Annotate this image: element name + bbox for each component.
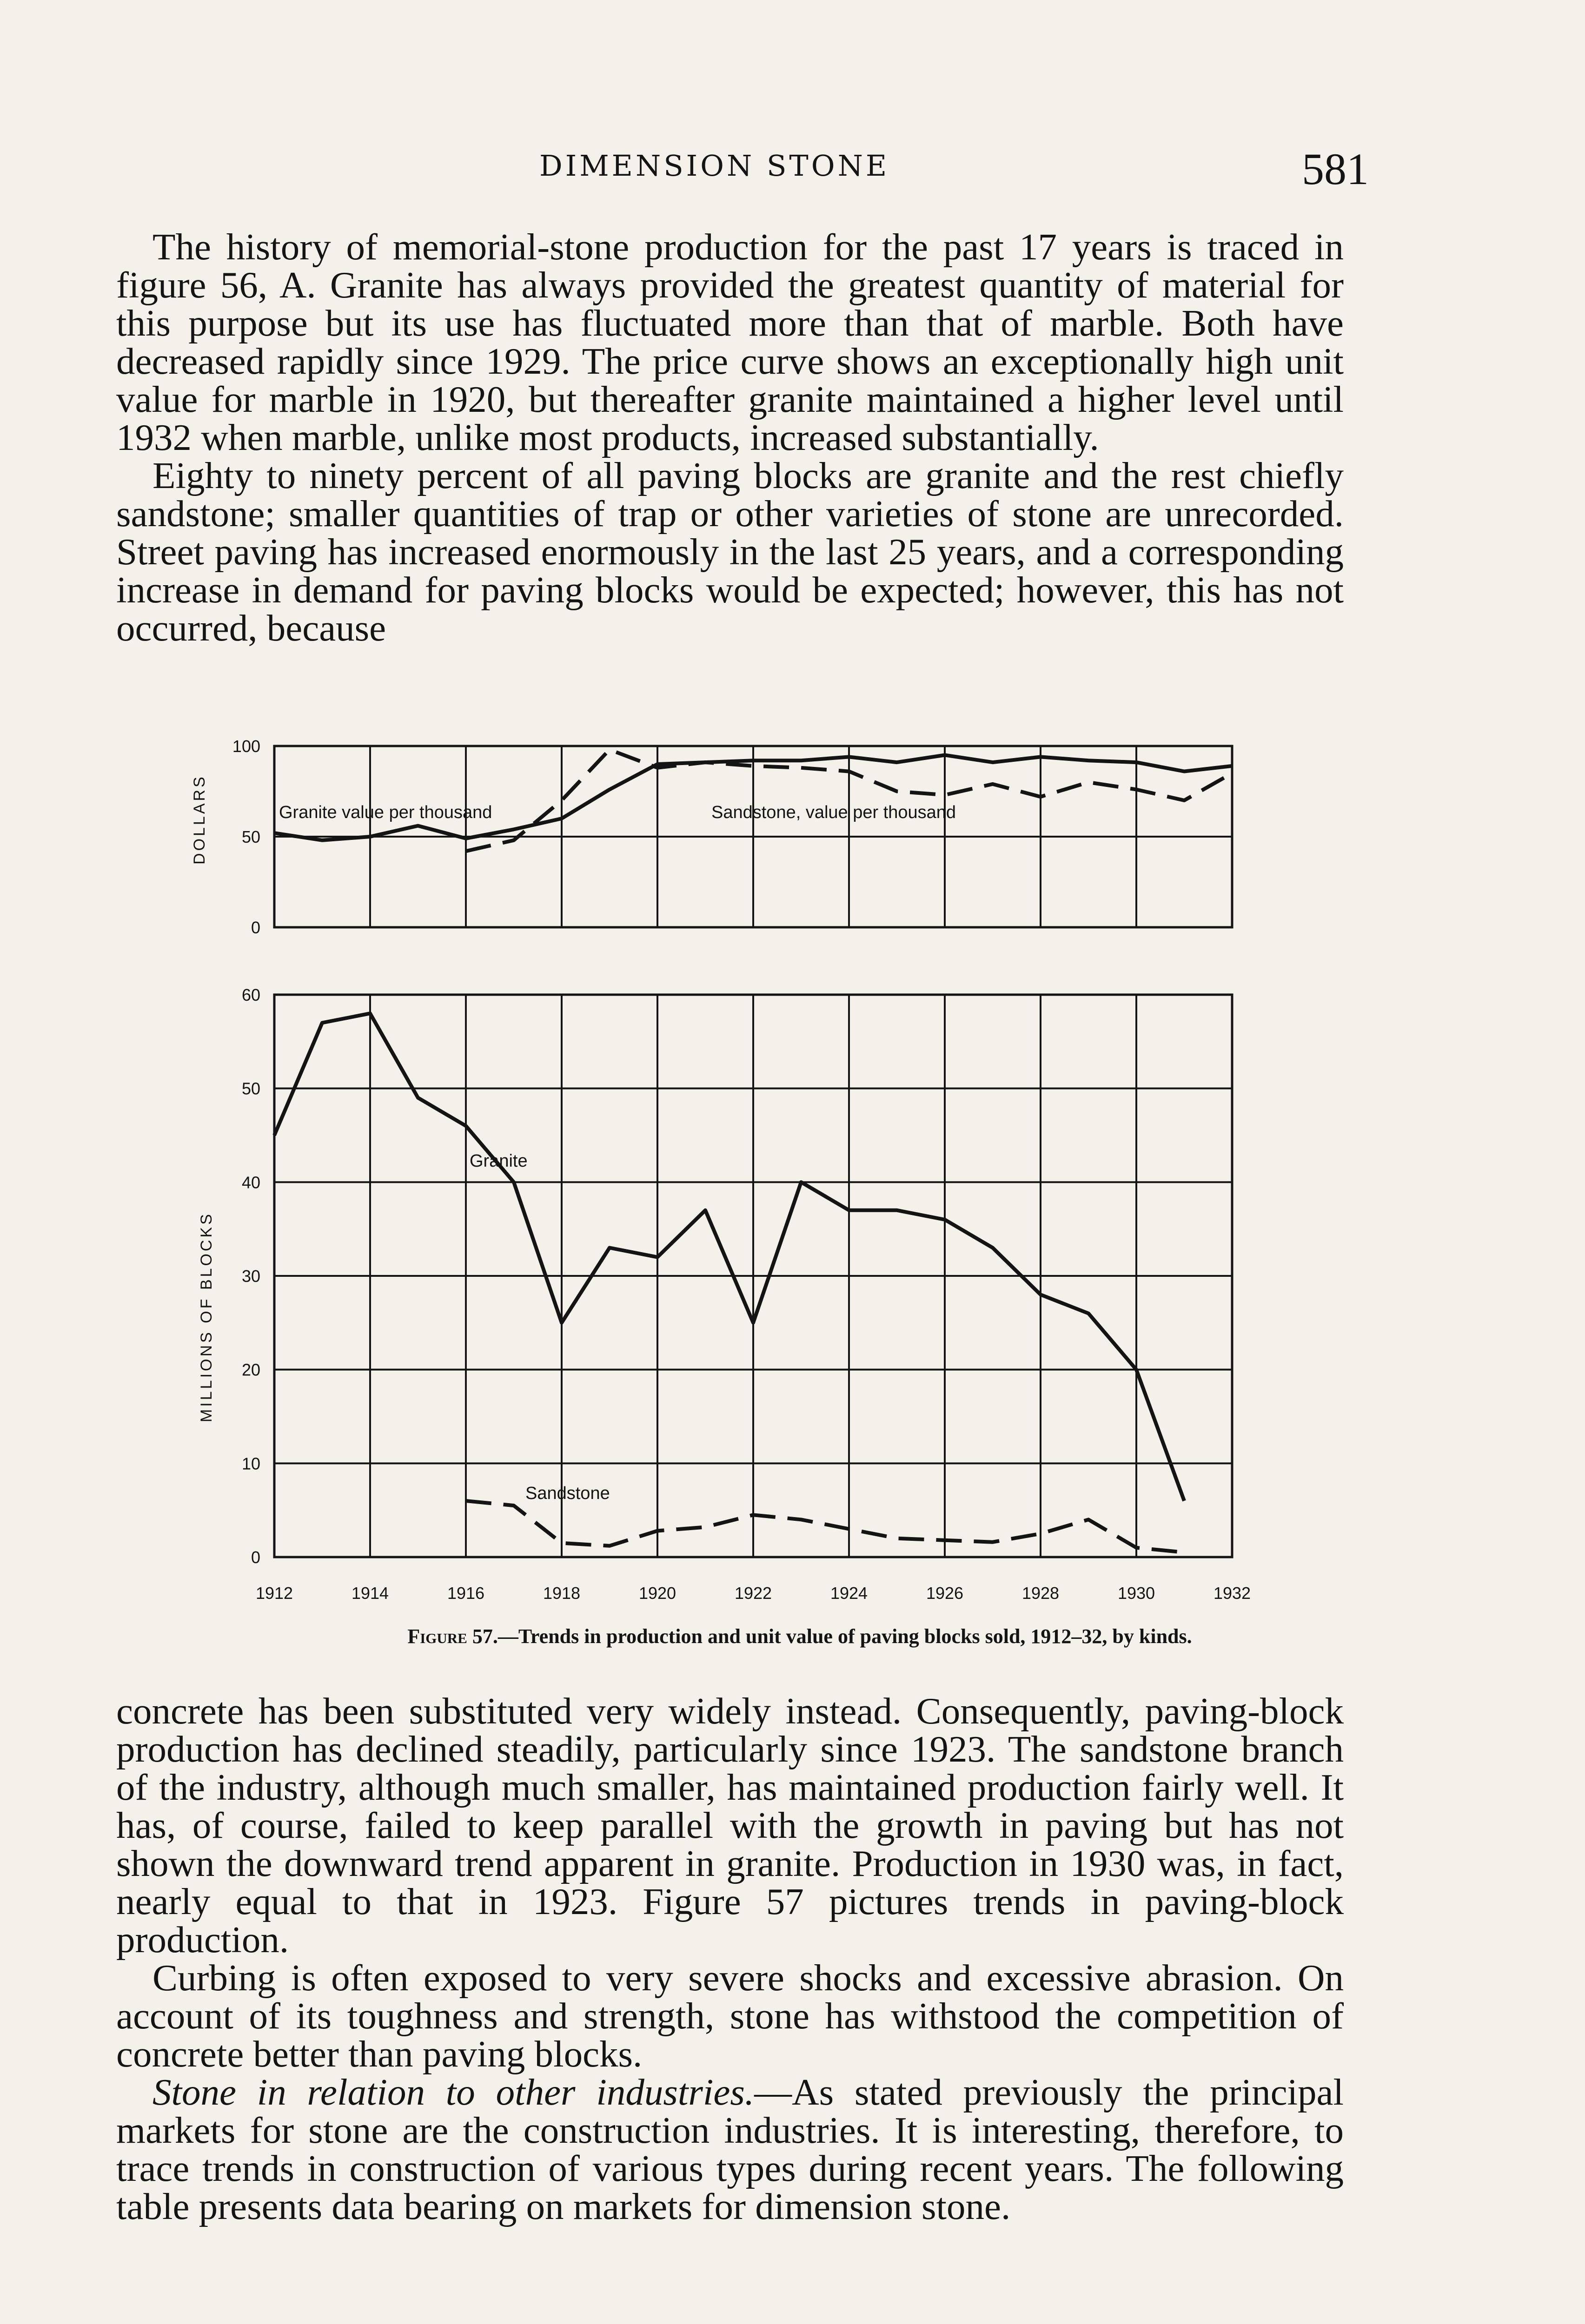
grid bbox=[274, 746, 1232, 927]
series-label-granite-value: Granite value per thousand bbox=[279, 803, 492, 822]
page-number: 581 bbox=[1302, 144, 1369, 194]
y-tick-label: 30 bbox=[241, 1267, 260, 1286]
x-tick-label: 1930 bbox=[1117, 1584, 1155, 1603]
paragraph: The history of memorial-stone production for the past 17 years is traced in figure 56, A. Granite has always provided the greatest quantity of material for this purpose but its use has fluctuated more than that of marble. Both have decreased rapidly since 1929. The price curve shows an exceptionally high unit value for marble in 1920, but thereafter granite maintained a higher level until 1932 when marble, unlike most products, increased substantially. bbox=[116, 226, 1344, 458]
unit-value-chart bbox=[191, 737, 1232, 937]
body-text-bottom bbox=[116, 1692, 1344, 2225]
y-tick-label: 0 bbox=[251, 918, 260, 937]
y-tick-label: 10 bbox=[241, 1454, 260, 1473]
x-tick-label: 1912 bbox=[255, 1584, 293, 1603]
y-tick-label: 40 bbox=[241, 1173, 260, 1192]
y-tick-label: 0 bbox=[251, 1548, 260, 1567]
y-tick-label: 60 bbox=[241, 985, 260, 1004]
x-tick-label: 1916 bbox=[447, 1584, 485, 1603]
y-axis-title: DOLLARS bbox=[191, 774, 208, 865]
series-lines bbox=[274, 1013, 1184, 1552]
production-chart bbox=[198, 985, 1251, 1603]
figure-caption bbox=[195, 1624, 1404, 1648]
y-axis-title: MILLIONS OF BLOCKS bbox=[198, 1212, 215, 1422]
body-text-top bbox=[116, 228, 1344, 647]
series-label-sandstone-value: Sandstone, value per thousand bbox=[711, 803, 956, 822]
chart-canvas bbox=[0, 725, 1585, 1683]
paragraph: concrete has been substituted very widely instead. Consequently, paving-block production has declined steadily, particularly since 1923. The sandstone branch of the industry, although much smaller, has maintained production fairly well. It has, of course, failed to keep parallel with the growth in paving but has not shown the downward trend apparent in granite. Production in 1930 was, in fact, nearly equal to that in 1923. Figure 57 pictures trends in paving-block production. bbox=[116, 1690, 1344, 1961]
series-label-granite: Granite bbox=[470, 1151, 528, 1171]
y-tick-labels bbox=[232, 737, 260, 937]
running-title: DIMENSION STONE bbox=[539, 149, 890, 183]
paragraph bbox=[116, 2073, 1344, 2225]
y-tick-label: 50 bbox=[241, 827, 260, 846]
paragraph: Eighty to ninety percent of all paving blocks are granite and the rest chiefly sandstone; smaller quantities of trap or other varieties of stone are unrecorded. Street paving has increased enormously in the last 25 years, and a corresponding increase in demand for paving blocks would be expected; however, this has not occurred, because bbox=[116, 455, 1344, 649]
y-tick-label: 100 bbox=[232, 737, 260, 756]
series-line-granite bbox=[274, 1013, 1184, 1501]
y-tick-label: 50 bbox=[241, 1079, 260, 1098]
caption-text: —Trends in production and unit value of paving blocks sold, 1912–32, by kinds. bbox=[497, 1625, 1192, 1648]
caption-label: Figure 57. bbox=[407, 1625, 498, 1648]
x-tick-label: 1928 bbox=[1021, 1584, 1060, 1603]
paragraph: Curbing is often exposed to very severe shocks and excessive abrasion. On account of its toughness and strength, stone has withstood the competition of concrete better than paving blocks. bbox=[116, 1957, 1344, 2075]
x-tick-label: 1918 bbox=[543, 1584, 581, 1603]
x-tick-label: 1914 bbox=[351, 1584, 389, 1603]
x-tick-label: 1932 bbox=[1213, 1584, 1251, 1603]
x-tick-label: 1922 bbox=[734, 1584, 772, 1603]
italic-lead: Stone in relation to other industries. bbox=[153, 2071, 755, 2113]
paragraph-rest: —As stated previously the principal markets for stone are the construction industries. It is interesting, therefore, to trace trends in construction of various types during recent years. The following table presents data bearing on markets for dimension stone. bbox=[116, 2071, 1344, 2227]
grid bbox=[274, 995, 1232, 1557]
series-label-sandstone: Sandstone bbox=[525, 1484, 610, 1503]
x-tick-label: 1926 bbox=[926, 1584, 964, 1603]
x-tick-labels bbox=[256, 1584, 1251, 1603]
series-line-sandstone bbox=[466, 1501, 1184, 1552]
running-head bbox=[0, 144, 1585, 195]
x-tick-label: 1920 bbox=[638, 1584, 676, 1603]
x-tick-label: 1924 bbox=[830, 1584, 868, 1603]
y-tick-labels bbox=[242, 985, 260, 1567]
y-tick-label: 20 bbox=[241, 1360, 260, 1380]
figure-57 bbox=[0, 725, 1585, 1683]
